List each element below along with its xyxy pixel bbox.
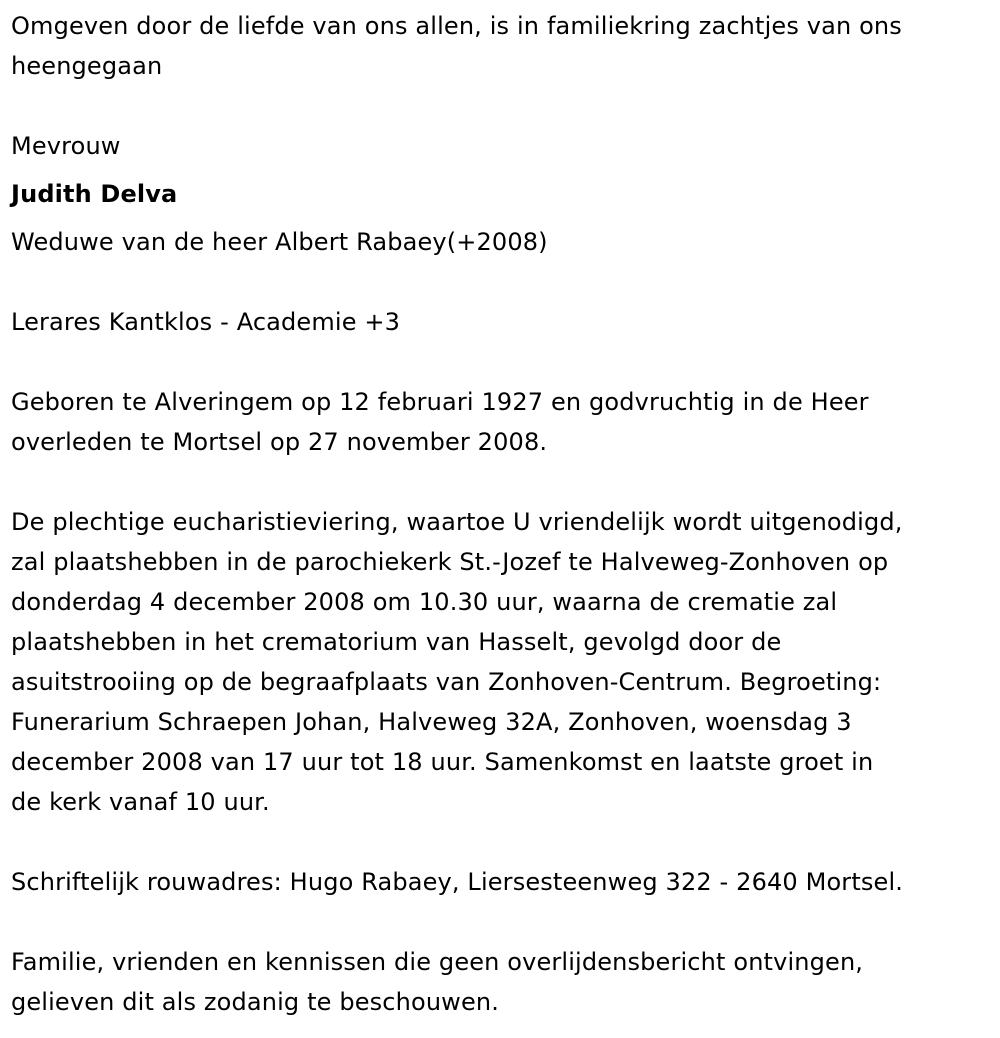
- intro-line: heengegaan: [11, 52, 163, 80]
- address-paragraph: [11, 862, 1000, 902]
- profession-text: Lerares Kantklos - Academie +3: [11, 308, 401, 336]
- ceremony-line: plaatshebben in het crematorium van Hasselt, gevolgd door de: [11, 628, 782, 656]
- person-name: Judith Delva: [11, 180, 178, 208]
- intro-line: Omgeven door de liefde van ons allen, is in familiekring zachtjes van ons: [11, 12, 902, 40]
- address-text: Schriftelijk rouwadres: Hugo Rabaey, Liersesteenweg 322 - 2640 Mortsel.: [11, 868, 904, 896]
- ceremony-line: asuitstrooiing op de begraafplaats van Zonhoven-Centrum. Begroeting:: [11, 668, 882, 696]
- intro-paragraph: [11, 6, 1000, 86]
- ceremony-line: donderdag 4 december 2008 om 10.30 uur, waarna de crematie zal: [11, 588, 838, 616]
- ceremony-line: Funerarium Schraepen Johan, Halveweg 32A, Zonhoven, woensdag 3: [11, 708, 852, 736]
- closing-line: gelieven dit als zodanig te beschouwen.: [11, 988, 500, 1016]
- ceremony-paragraph: [11, 502, 1000, 822]
- ceremony-line: De plechtige eucharistieviering, waartoe U vriendelijk wordt uitgenodigd,: [11, 508, 903, 536]
- ceremony-line: zal plaatshebben in de parochiekerk St.-Jozef te Halveweg-Zonhoven op: [11, 548, 889, 576]
- birth-death-line: overleden te Mortsel op 27 november 2008.: [11, 428, 548, 456]
- birth-death-paragraph: [11, 382, 1000, 462]
- profession-paragraph: [11, 302, 1000, 342]
- widow-of-text: Weduwe van de heer Albert Rabaey(+2008): [11, 228, 548, 256]
- closing-paragraph: [11, 942, 1000, 1022]
- closing-line: Familie, vrienden en kennissen die geen overlijdensbericht ontvingen,: [11, 948, 864, 976]
- ceremony-line: december 2008 van 17 uur tot 18 uur. Samenkomst en laatste groet in: [11, 748, 874, 776]
- person-block: [11, 126, 1000, 262]
- birth-death-line: Geboren te Alveringem op 12 februari 1927 en godvruchtig in de Heer: [11, 388, 869, 416]
- person-title: Mevrouw: [11, 132, 121, 160]
- ceremony-line: de kerk vanaf 10 uur.: [11, 788, 270, 816]
